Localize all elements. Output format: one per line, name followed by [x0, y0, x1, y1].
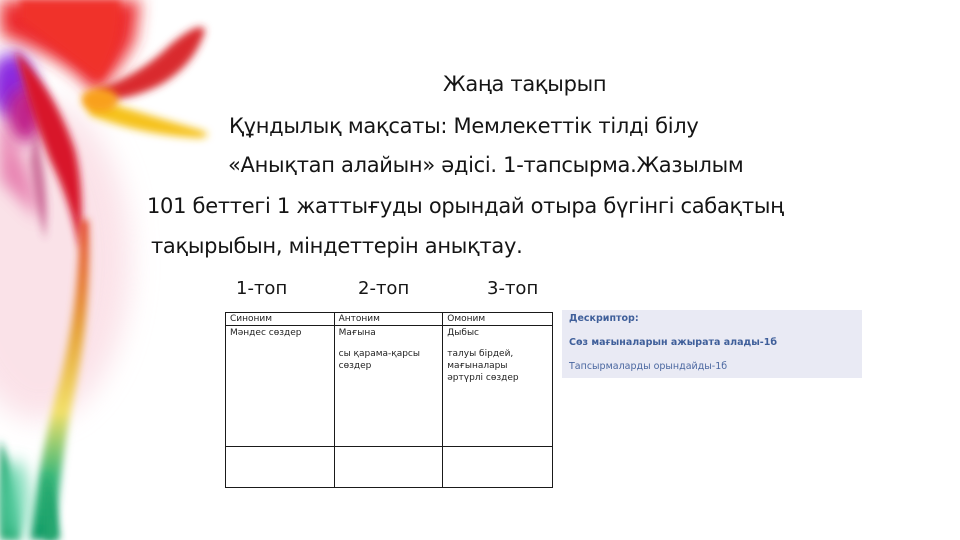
group-label-2: 2-топ [358, 278, 410, 299]
cell-text: әртүрлі сөздер [447, 373, 519, 383]
method-text: «Анықтап алайын» әдісі. 1-тапсырма.Жазылым [228, 153, 744, 177]
value-goal-text: Құндылық мақсаты: Мемлекеттік тілді білу [229, 114, 699, 138]
group-label-1: 1-топ [236, 278, 288, 299]
table-header-row [226, 313, 553, 326]
cell-text: сы қарама-қарсы [338, 349, 420, 359]
decorative-flower-graphic [0, 0, 260, 540]
table-row-empty [226, 447, 553, 488]
table-cell-empty [226, 447, 335, 488]
descriptor-box [562, 310, 862, 378]
cell-text: Дыбыс [447, 328, 479, 338]
header-homonym: Омоним [443, 313, 553, 326]
table-cell-homonym [443, 326, 553, 447]
cell-text: сөздер [338, 361, 372, 371]
task-table [225, 312, 553, 488]
descriptor-item: Сөз мағыналарын ажырата алады-1б [569, 337, 777, 348]
descriptor-title: Дескриптор: [569, 313, 639, 324]
cell-text: Мағына [338, 328, 376, 338]
cell-text: талуы бірдей, [447, 349, 514, 359]
table-cell-synonym [226, 326, 335, 447]
group-label-3: 3-топ [487, 278, 539, 299]
table-cell-antonym [334, 326, 443, 447]
table-cell-empty [334, 447, 443, 488]
table-cell-empty [443, 447, 553, 488]
task-instruction-text: 101 беттегі 1 жаттығуды орындай отыра бүгінгі сабақтың [147, 194, 784, 218]
descriptor-item: Тапсырмаларды орындайды-1б [569, 361, 728, 372]
cell-text: Мәндес сөздер [230, 328, 302, 338]
table-row [226, 326, 553, 447]
header-antonym: Антоним [334, 313, 443, 326]
slide-title: Жаңа тақырып [443, 72, 607, 96]
task-instruction-text-cont: тақырыбын, міндеттерін анықтау. [151, 234, 523, 258]
header-synonym: Синоним [226, 313, 335, 326]
cell-text: мағыналары [447, 361, 508, 371]
